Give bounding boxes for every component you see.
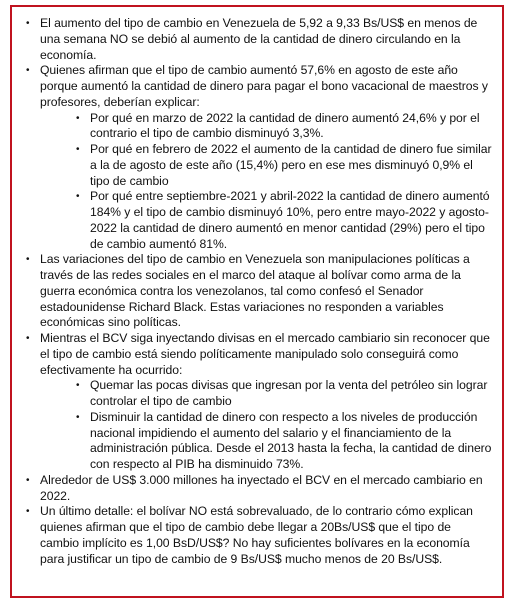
sub-list (40, 378, 492, 473)
list-item-text: Las variaciones del tipo de cambio en Venezuela son manipulaciones políticas a través de las redes sociales en el marco del ataque al bolívar como arma de la guerra económica contra los venezolanos, tal como confesó el Senador estadounidense Richard Black. Estas variaciones no responden a variables económicas sino políticas. (40, 252, 470, 330)
list-item-text: Mientras el BCV siga inyectando divisas en el mercado cambiario sin reconocer que el tipo de cambio está siendo políticamente manipulado solo conseguirá como efectivamente ha ocurrido: (40, 331, 490, 377)
sub-bullet-icon: • (76, 144, 80, 155)
sub-list (40, 111, 492, 253)
content-frame (10, 5, 504, 598)
sub-bullet-icon: • (76, 411, 80, 423)
list-item (26, 473, 492, 505)
sub-list-item (76, 410, 492, 473)
list-item-text: El aumento del tipo de cambio en Venezuela de 5,92 a 9,33 Bs/US$ en menos de una semana NO se debió al aumento de la cantidad de dinero circulando en la economía. (40, 16, 478, 62)
sub-list-item-text: Disminuir la cantidad de dinero con respecto a los niveles de producción nacional impidiendo el aumento del salario y el financiamiento de la administración pública. Desde el 2013 hasta la fecha, la cantidad de dinero con respecto al PIB ha disminuido 73%. (90, 409, 492, 471)
sub-list-item (76, 189, 492, 252)
list-item (26, 63, 492, 252)
list-item (26, 252, 492, 331)
sub-list-item-text: Por qué en febrero de 2022 el aumento de la cantidad de dinero fue similar a la de agosto de este año (15,4%) pero en ese mes disminuyó 0,9% el tipo de cambio (90, 142, 492, 188)
bullet-icon: • (26, 18, 30, 29)
sub-bullet-icon: • (76, 112, 80, 124)
list-item (26, 504, 492, 567)
bullet-icon: • (26, 506, 30, 518)
bullet-icon: • (26, 474, 30, 486)
sub-list-item-text: Por qué en marzo de 2022 la cantidad de dinero aumentó 24,6% y por el contrario el tipo de cambio disminuyó 3,3%. (90, 110, 480, 141)
list-item-text: Un último detalle: el bolívar NO está sobrevaluado, de lo contrario cómo explican quienes afirman que el tipo de cambio debe llegar a 20Bs/US$ que el tipo de cambio implícito es 1,00 BsD/US$? No hay suficientes bolívares en la economía para justificar un tipo de cambio de 9 Bs/US$ mucho menos de 20 Bs/US$. (40, 504, 473, 566)
sub-bullet-icon: • (76, 191, 80, 203)
bullet-list (12, 7, 502, 567)
list-item (26, 331, 492, 473)
sub-list-item-text: Quemar las pocas divisas que ingresan por la venta del petróleo sin lograr controlar el tipo de cambio (90, 378, 488, 408)
list-item-text: Alrededor de US$ 3.000 millones ha inyectado el BCV en el mercado cambiario en 2022. (40, 472, 483, 503)
sub-bullet-icon: • (76, 380, 80, 392)
bullet-icon: • (26, 254, 30, 266)
list-item (26, 16, 492, 63)
sub-list-item (76, 111, 492, 143)
sub-list-item (76, 142, 492, 189)
bullet-icon: • (26, 333, 30, 344)
list-item-text: Quienes afirman que el tipo de cambio aumentó 57,6% en agosto de este año porque aumentó la cantidad de dinero para pagar el bono vacacional de maestros y profesores, deberían explicar: (40, 63, 488, 109)
bullet-icon: • (26, 65, 30, 77)
sub-list-item-text: Por qué entre septiembre-2021 y abril-2022 la cantidad de dinero aumentó 184% y el tipo de cambio disminuyó 10%, pero entre mayo-2022 y agosto-2022 la cantidad de dinero aumentó en menor cantidad (29%) pero el tipo de cambio aumentó 81%. (90, 189, 490, 251)
sub-list-item (76, 378, 492, 410)
